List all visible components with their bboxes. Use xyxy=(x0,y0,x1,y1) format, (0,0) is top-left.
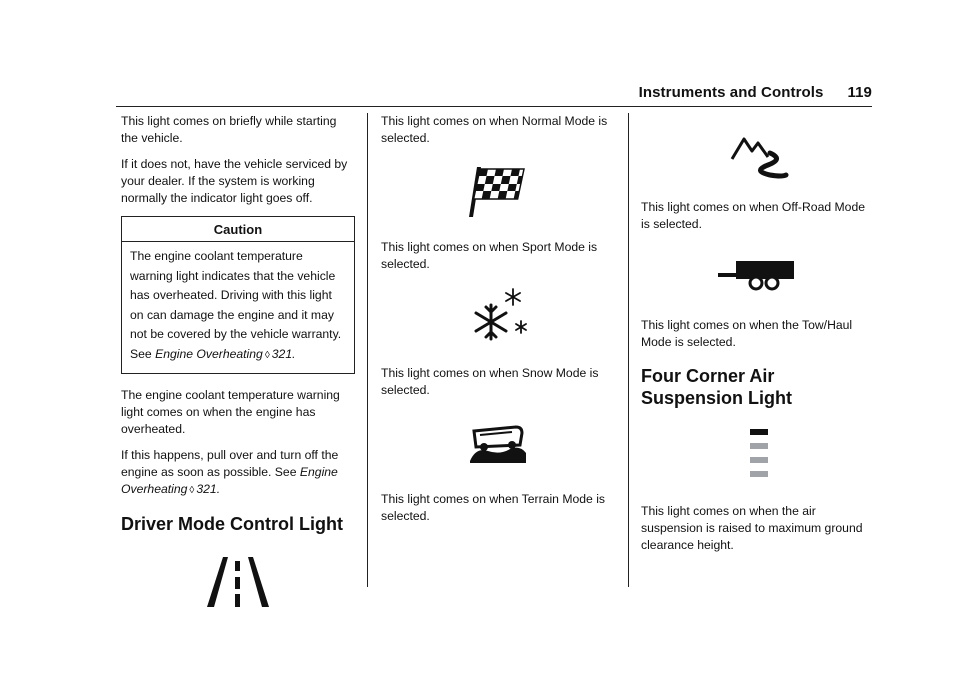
header-rule xyxy=(116,106,872,107)
page-ref-icon: ◊ xyxy=(189,485,195,496)
paragraph: This light comes on when the Tow/Haul Mode is selected. xyxy=(641,318,853,349)
tow-haul-mode-trailer-icon xyxy=(714,247,804,307)
column-divider xyxy=(367,113,368,587)
paragraph: This light comes on when Normal Mode is selected. xyxy=(381,114,608,145)
column-2 xyxy=(381,113,615,534)
paragraph: This light comes on when Sport Mode is selected. xyxy=(381,240,598,271)
off-road-mode-mountain-icon xyxy=(724,119,794,189)
page-header xyxy=(639,84,872,101)
terrain-mode-vehicle-icon xyxy=(458,409,538,479)
snow-mode-snowflake-icon xyxy=(463,283,533,353)
caution-body xyxy=(122,242,354,373)
page-number: 119 xyxy=(847,84,872,101)
paragraph: This light comes on when Off-Road Mode is selected. xyxy=(641,200,865,231)
paragraph: If it does not, have the vehicle serviced by your dealer. If the system is working normally the indicator light goes off. xyxy=(121,157,348,205)
section-title: Instruments and Controls xyxy=(638,84,824,101)
paragraph: This light comes on when Terrain Mode is selected. xyxy=(381,492,605,523)
section-heading: Driver Mode Control Light xyxy=(121,514,343,534)
air-suspension-level-icon xyxy=(724,423,794,493)
column-divider xyxy=(628,113,629,587)
paragraph: This light comes on briefly while starting the vehicle. xyxy=(121,114,337,145)
caution-box xyxy=(121,216,355,374)
page-ref-icon: ◊ xyxy=(264,349,270,361)
paragraph: If this happens, pull over and turn off the engine as soon as possible. See Engine Overheating ◊ 321. xyxy=(121,448,339,496)
sport-mode-checkered-flag-icon xyxy=(463,157,533,227)
paragraph: This light comes on when the air suspension is raised to maximum ground clearance height. xyxy=(641,504,863,552)
section-heading: Four Corner Air Suspension Light xyxy=(641,366,792,408)
cross-reference-link[interactable]: Engine Overheating ◊ 321. xyxy=(121,465,338,496)
caution-title: Caution xyxy=(122,217,354,242)
column-3 xyxy=(641,113,877,563)
normal-mode-road-icon xyxy=(203,549,273,619)
caution-text: The engine coolant temperature warning light indicates that the vehicle has overheated. Driving with this light on can damage the engine and it may not be covered by the vehicle warranty. See xyxy=(130,249,342,361)
column-1 xyxy=(121,113,355,619)
paragraph: This light comes on when Snow Mode is selected. xyxy=(381,366,599,397)
paragraph: The engine coolant temperature warning light comes on when the engine has overheated. xyxy=(121,388,340,436)
cross-reference-link[interactable]: Engine Overheating ◊ 321. xyxy=(155,346,296,361)
